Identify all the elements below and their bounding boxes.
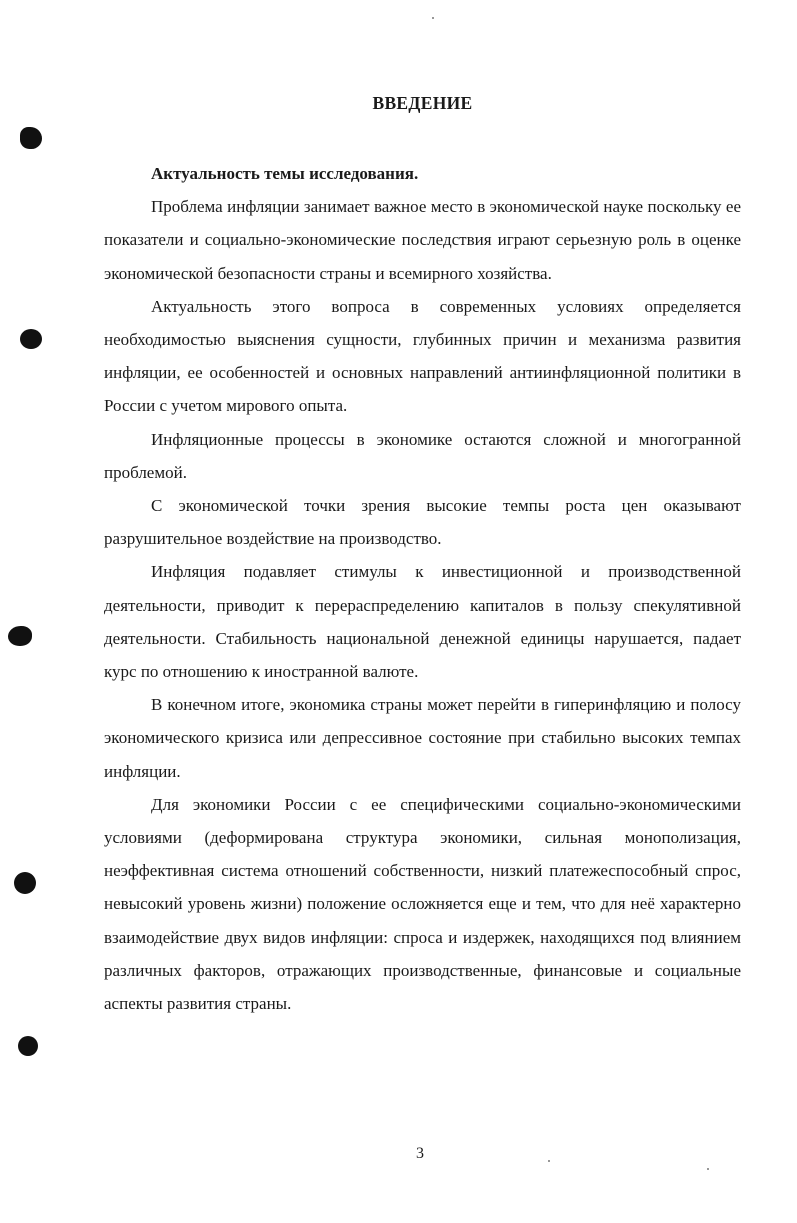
paragraph: Актуальность этого вопроса в современных условиях определяется необходимостью выяснения сущности, глубинных причин и механизма развития инфляции, ее особенностей и основных направлений антиинфляционной политики в России с учетом мирового опыта.: [104, 296, 741, 416]
page-number: 3: [416, 1145, 424, 1162]
scan-speck: [432, 17, 434, 19]
paragraph: Инфляционные процессы в экономике остаются сложной и многогранной проблемой.: [104, 429, 741, 482]
binder-hole-mark: [20, 329, 42, 349]
binder-hole-mark: [18, 1036, 38, 1056]
paragraph: Проблема инфляции занимает важное место в экономической науке поскольку ее показатели и социально-экономические последствия играют серьезную роль в оценке экономической безопасности страны и всемирного хозяйства.: [104, 197, 741, 283]
binder-hole-mark: [14, 872, 36, 894]
paragraph: В конечном итоге, экономика страны может перейти в гиперинфляцию и полосу экономического кризиса или депрессивное состояние при стабильно высоких темпах инфляции.: [104, 695, 741, 781]
paragraph: Для экономики России с ее специфическими социально-экономическими условиями (деформирована структура экономики, сильная монополизация, неэффективная система отношений собственности, низкий платежеспособный спрос, невысокий уровень жизни) положение осложняется еще и тем, что для неё характерно взаимодействие двух видов инфляции: спроса и издержек, находящихся под влиянием различных факторов, отражающих производственные, финансовые и социальные аспекты развития страны.: [104, 794, 741, 1014]
section-subheading: Актуальность темы исследования.: [151, 164, 419, 183]
body-text: [104, 157, 741, 1020]
paragraph: С экономической точки зрения высокие темпы роста цен оказывают разрушительное воздействие на производство.: [104, 496, 741, 549]
scan-speck: [707, 1168, 709, 1170]
paragraph: Инфляция подавляет стимулы к инвестиционной и производственной деятельности, приводит к перераспределению капиталов в пользу спекулятивной деятельности. Стабильность национальной денежной единицы нарушается, падает курс по отношению к иностранной валюте.: [104, 562, 741, 682]
binder-hole-mark: [20, 127, 42, 149]
page-title: ВВЕДЕНИЕ: [372, 93, 473, 113]
binder-hole-mark: [8, 626, 32, 646]
